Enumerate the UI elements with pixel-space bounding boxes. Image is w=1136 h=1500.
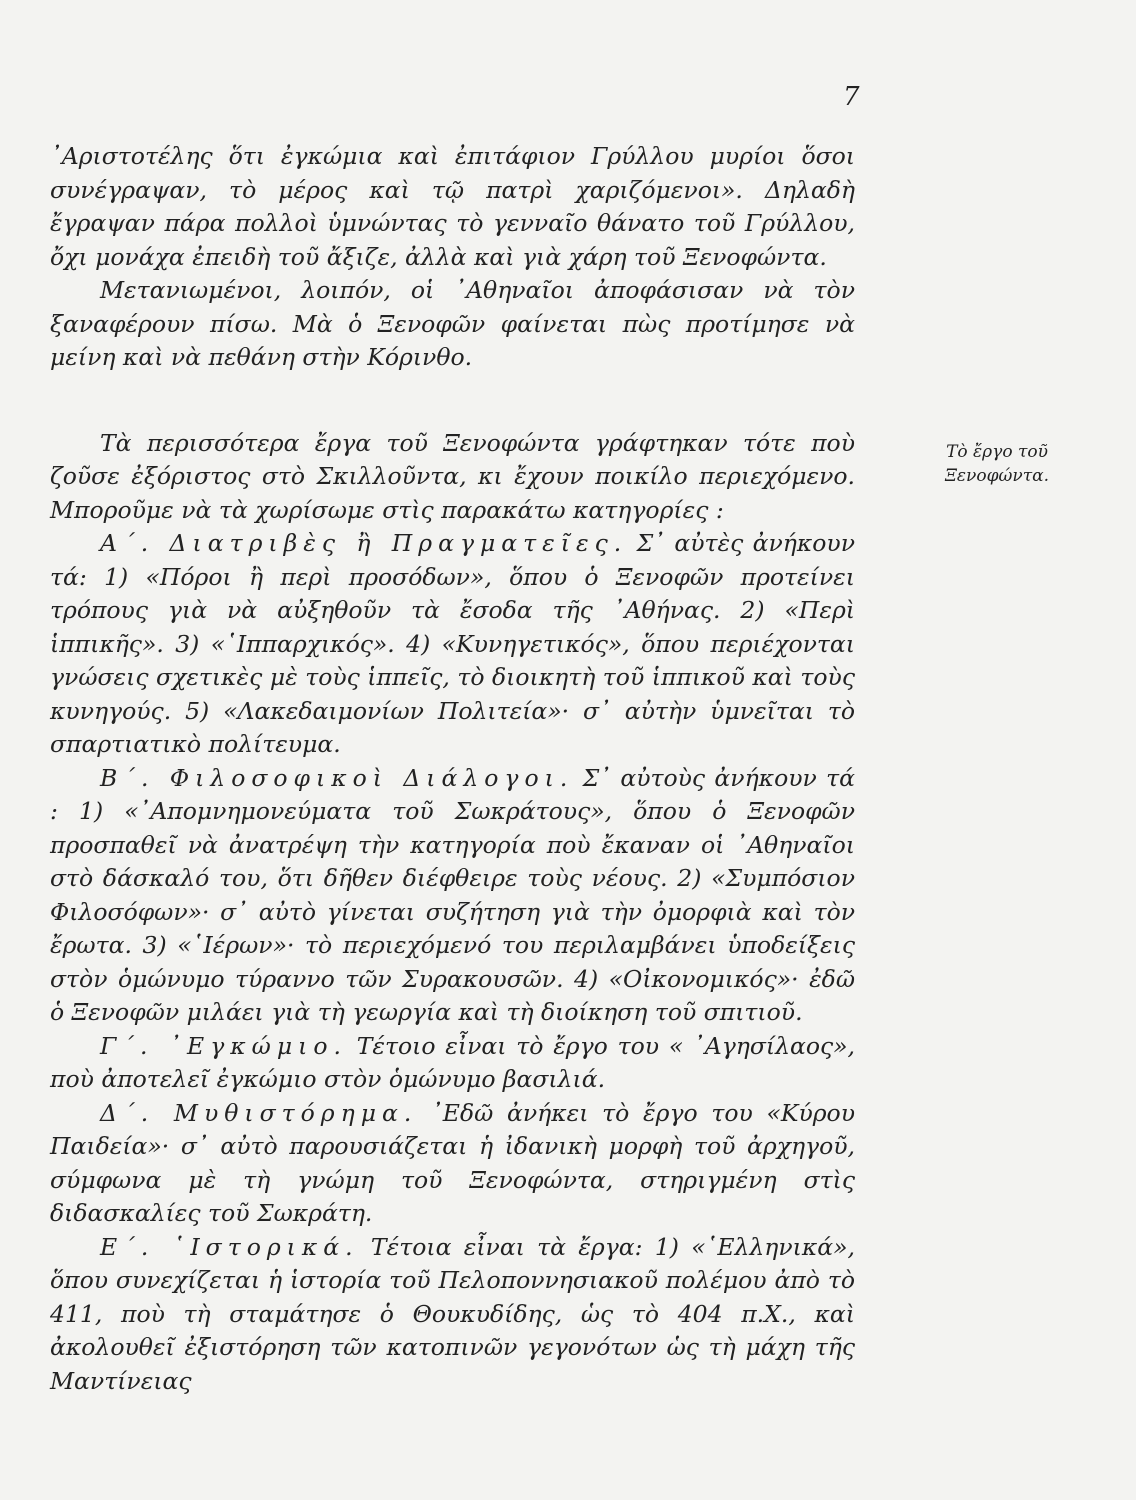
category-e-heading: Ε΄. ῾Ιστορικά. — [100, 1232, 359, 1261]
category-d — [50, 1097, 855, 1231]
page-number: 7 — [843, 82, 860, 112]
category-c-heading: Γ΄. ᾿Εγκώμιο. — [100, 1031, 347, 1060]
category-d-heading: Δ΄. Μυθιστόρημα. — [100, 1098, 418, 1127]
category-b — [50, 762, 855, 1030]
margin-note — [922, 440, 1072, 488]
category-e — [50, 1231, 855, 1399]
category-b-heading: Β΄. Φιλοσοφικοὶ Διάλογοι. — [100, 763, 574, 792]
category-d-text: ᾿Εδῶ ἀνήκει τὸ ἔργο του «Κύρου Παιδεία»· σ᾿ αὐτὸ παρουσιάζεται ἡ ἰδανικὴ μορφὴ τοῦ ἀρχηγοῦ, σύμφωνα μὲ τὴ γνώμη τοῦ Ξενοφώντα, στηριγμένη στὶς διδασκαλίες τοῦ Σωκράτη. — [50, 1098, 855, 1227]
margin-note-line-1: Τὸ ἔργο τοῦ — [946, 442, 1048, 462]
category-e-text: Τέτοια εἶναι τὰ ἔργα: 1) «῾Ελληνικά», ὅπου συνεχίζεται ἡ ἱστορία τοῦ Πελοποννησιακοῦ πολέμου ἀπὸ τὸ 411, ποὺ τὴ σταμάτησε ὁ Θουκυδίδης, ὡς τὸ 404 π.Χ., καὶ ἀκολουθεῖ ἐξιστόρηση τῶν κατοπινῶν γεγονότων ὡς τὴ μάχη τῆς Μαντίνειας — [50, 1232, 855, 1395]
paragraph-athenians: Μετανιωμένοι, λοιπόν, οἱ ᾿Αθηναῖοι ἀποφάσισαν νὰ τὸν ξαναφέρουν πίσω. Μὰ ὁ Ξενοφῶν φαίνεται πὼς προτίμησε νὰ μείνη καὶ νὰ πεθάνη στὴν Κόρινθο. — [50, 276, 855, 371]
category-b-text: Σ᾿ αὐτοὺς ἀνήκουν τά : 1) «᾿Απομνημονεύματα τοῦ Σωκράτους», ὅπου ὁ Ξενοφῶν προσπαθεῖ νὰ ἀνατρέψη τὴν κατηγορία ποὺ ἔκαναν οἱ ᾿Αθηναῖοι στὸ δάσκαλό του, ὅτι δῆθεν διέφθειρε τοὺς νέους. 2) «Συμπόσιον Φιλοσόφων»· σ᾿ αὐτὸ γίνεται συζήτηση γιὰ τὴν ὀμορφιὰ καὶ τὸν ἔρωτα. 3) «῾Ιέρων»· τὸ περιεχόμενό του περιλαμβάνει ὑποδείξεις στὸν ὁμώνυμο τύραννο τῶν Συρακουσῶν. 4) «Οἰκονομικός»· ἐδῶ ὁ Ξενοφῶν μιλάει γιὰ τὴ γεωργία καὶ τὴ διοίκηση τοῦ σπιτιοῦ. — [50, 763, 855, 1026]
category-a-heading: Α΄. Διατριβὲς ἢ Πραγματεῖες. — [100, 529, 628, 557]
category-c — [50, 1030, 855, 1097]
category-c-text: Τέτοιο εἶναι τὸ ἔργο του « ᾿Αγησίλαος», ποὺ ἀποτελεῖ ἐγκώμιο στὸν ὁμώνυμο βασιλιά. — [50, 1031, 855, 1093]
paragraph-aristotle: ᾿Αριστοτέλης ὅτι ἐγκώμια καὶ ἐπιτάφιον Γρύλλου μυρίοι ὅσοι συνέγραψαν, τὸ μέρος καὶ τῷ πατρὶ χαριζόμενοι». Δηλαδὴ ἔγραψαν πάρα πολλοὶ ὑμνώντας τὸ γενναῖο θάνατο τοῦ Γρύλλου, ὄχι μονάχα ἐπειδὴ τοῦ ἄξιζε, ἀλλὰ καὶ γιὰ χάρη τοῦ Ξενοφώντα. — [50, 142, 855, 271]
paragraph-works-intro: Τὰ περισσότερα ἔργα τοῦ Ξενοφώντα γράφτηκαν τότε ποὺ ζοῦσε ἐξόριστος στὸ Σκιλλοῦντα, κι ἔχουν ποικίλο περιεχόμενο. Μποροῦμε νὰ τὰ χωρίσωμε στὶς παρακάτω κατηγορίες : — [50, 428, 855, 524]
category-a-text: Σ᾿ αὐτὲς ἀνήκουν τά: 1) «Πόροι ἢ περὶ προσόδων», ὅπου ὁ Ξενοφῶν προτείνει τρόπους γιὰ νὰ αὐξηθοῦν τὰ ἔσοδα τῆς ᾿Αθήνας. 2) «Περὶ ἱππικῆς». 3) «῾Ιππαρχικός». 4) «Κυνηγετικός», ὅπου περιέχονται γνώσεις σχετικὲς μὲ τοὺς ἱππεῖς, τὸ διοικητὴ τοῦ ἱππικοῦ καὶ τοὺς κυνηγούς. 5) «Λακεδαιμονίων Πολιτεία»· σ᾿ αὐτὴν ὑμνεῖται τὸ σπαρτιατικὸ πολίτευμα. — [50, 529, 855, 758]
category-a — [50, 527, 855, 762]
main-text — [50, 140, 855, 1398]
margin-note-line-2: Ξενοφώντα. — [944, 466, 1050, 486]
